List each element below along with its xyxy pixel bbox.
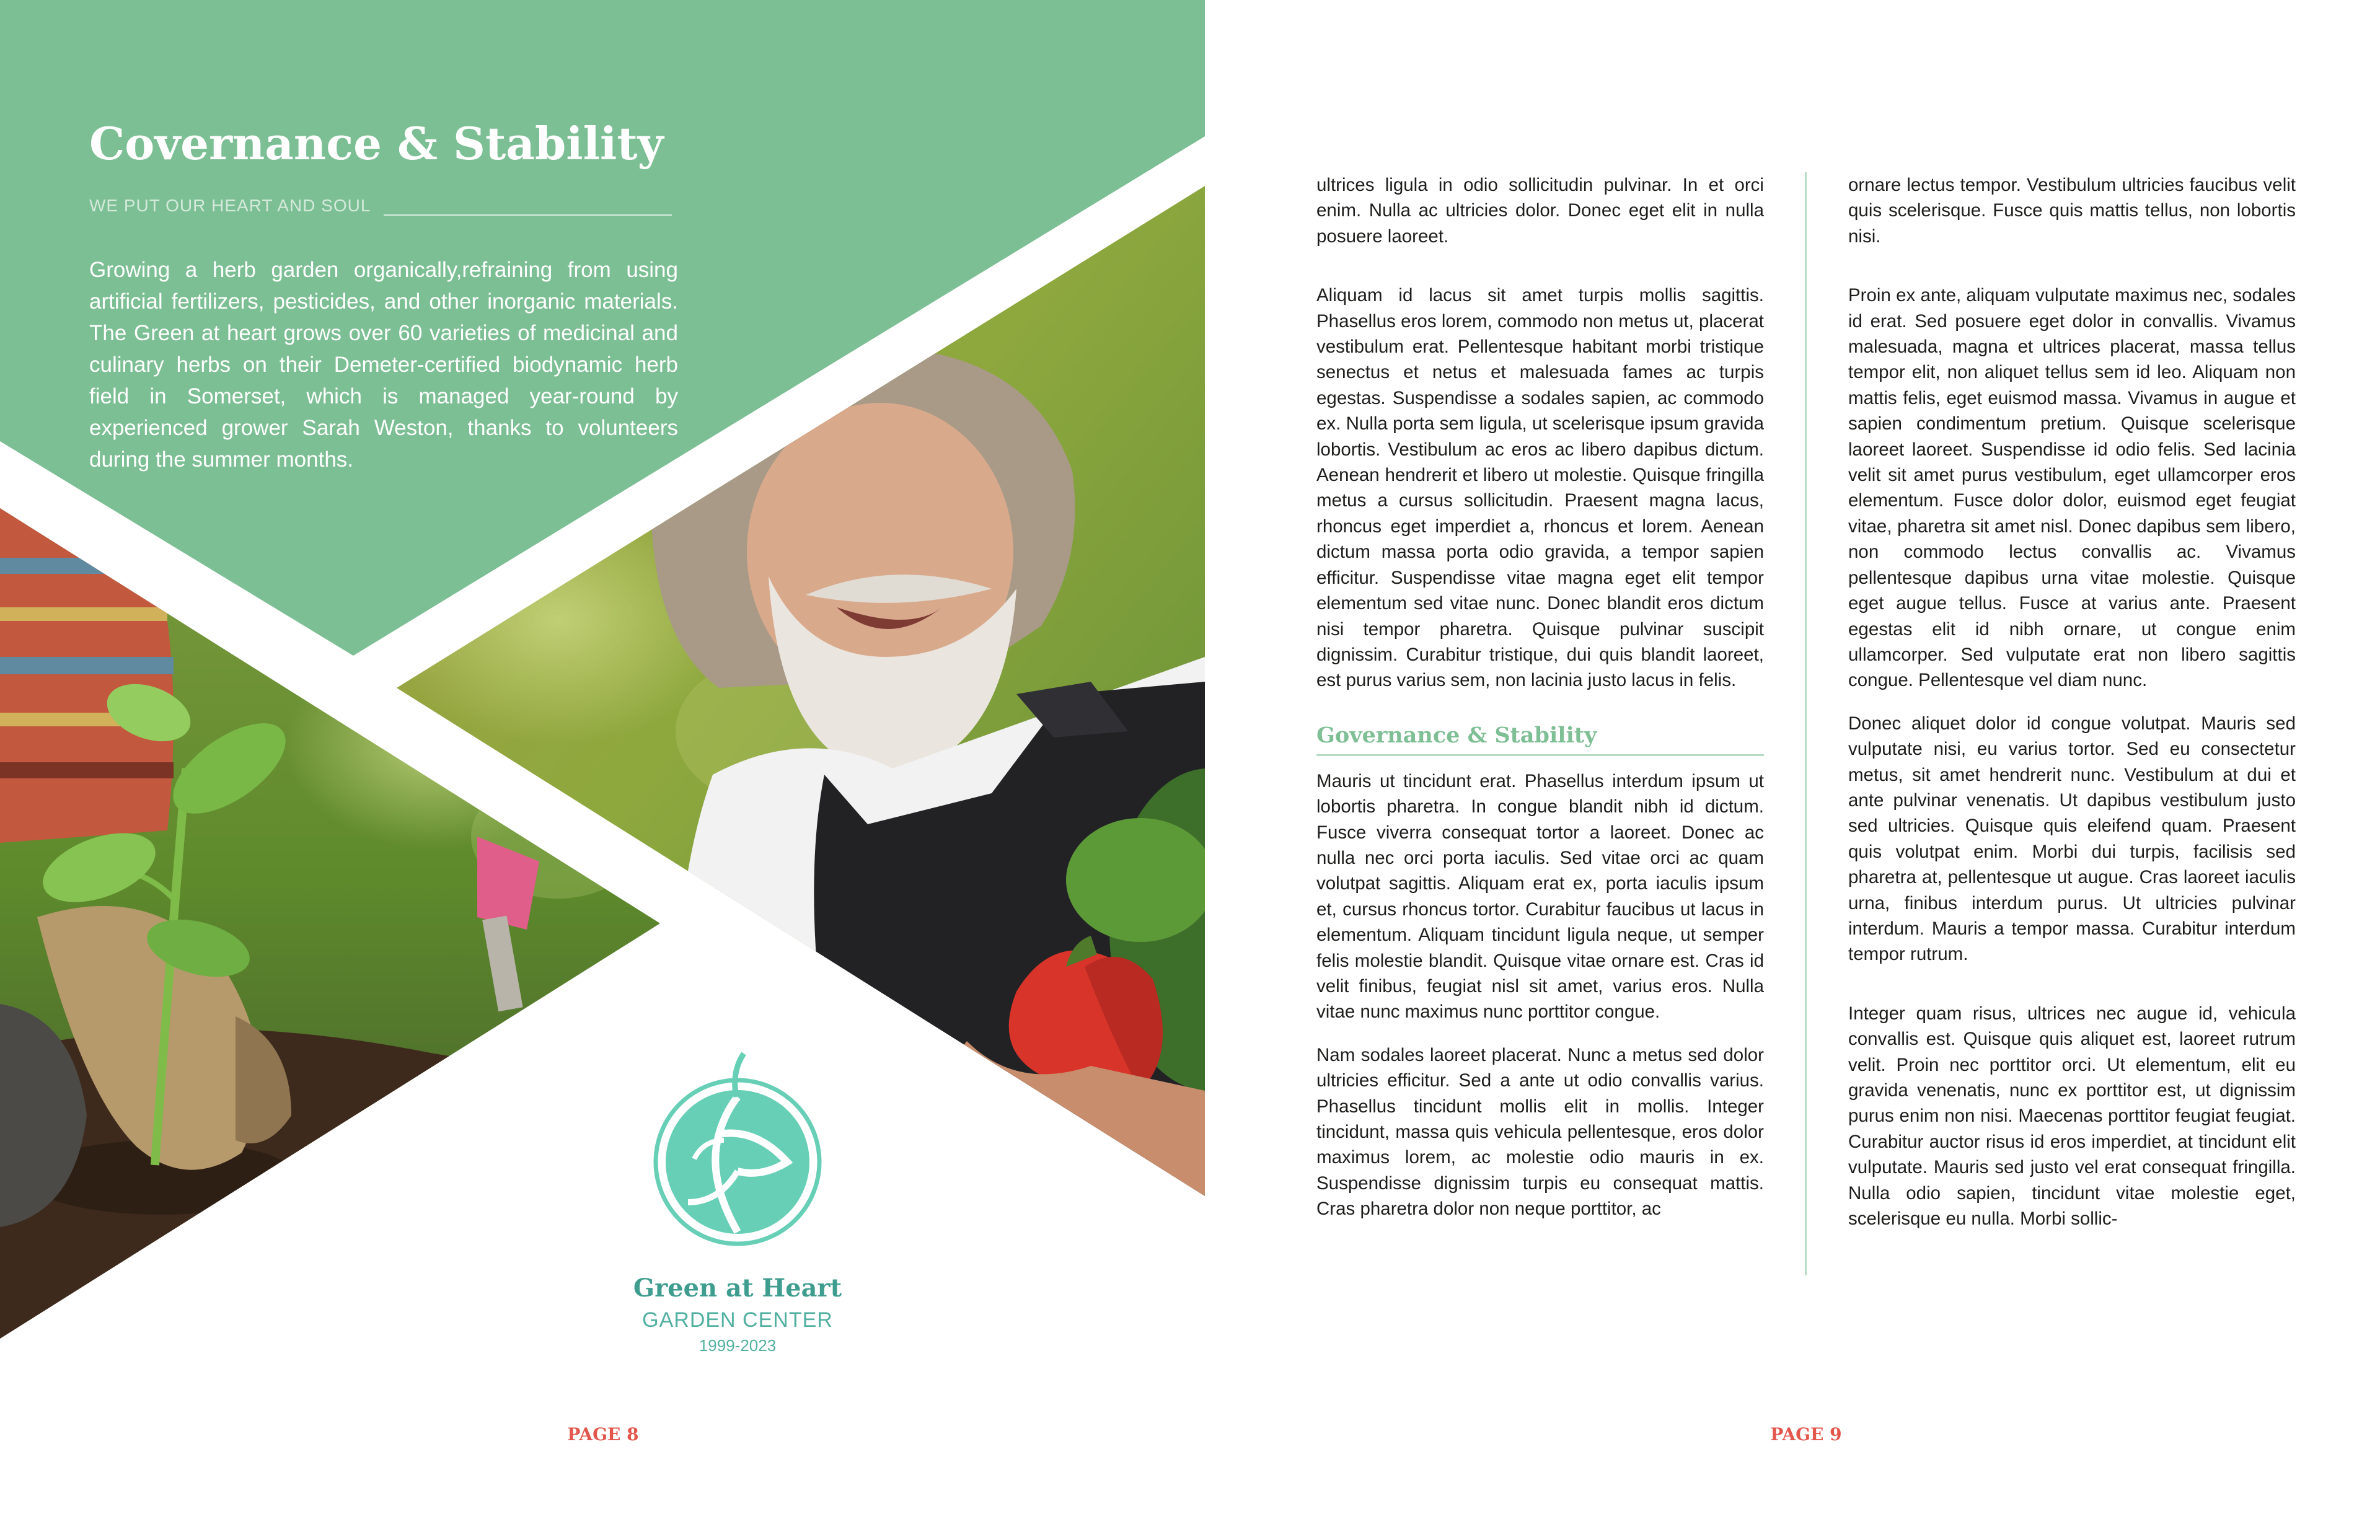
tagline: WE PUT OUR HEART AND SOUL [89, 196, 371, 215]
column2-paragraph-3: Donec aliquet dolor id congue volutpat. Mauris sed vulputate nisi, eu varius tortor. Sed eu consectetur metus, sit amet hendrerit nunc. Vestibulum at dui et ante pulvinar venenatis. Ut dapibus vestibulum justo sed ultricies. Quisque quis eleifend quam. Praesent quis volutpat enim. Morbi dui turpis, facilisis sed pharetra at, pellentesque ut augue. Cras laoreet iaculis urna, finibus interdum purus. Ut ultricies pulvinar interdum. Mauris a tempor massa. Curabitur interdum tempor rutrum. [1848, 713, 2296, 965]
tagline-divider [384, 214, 672, 216]
column2-paragraph-2: Proin ex ante, aliquam vulputate maximus nec, sodales id erat. Sed posuere eget dolor in convallis. Vivamus malesuada, magna et ultrices placerat, massa tellus tempor elit, non aliquet tellus sem id leo. Aliquam non mattis felis, eget euismod massa. Vivamus in augue et sapien condimentum pretium. Quisque scelerisque laoreet laoreet. Suspendisse id odio felis. Sed lacinia velit sit amet purus vestibulum, eget ullamcorper eros elementum. Fusce dolor dolor, euismod eget feugiat vitae, pharetra sit amet nisl. Donec dapibus sem libero, non commodo lectus convallis ac. Vivamus pellentesque dapibus urna vitae molestie. Quisque eget augue tellus. Fusce at varius ante. Praesent egestas elit id nibh ornare, ut congue enim ullamcorper. Sed vulputate erat non libero sagittis congue. Pellentesque vel diam nunc. [1848, 285, 2296, 691]
logo-years: 1999-2023 [699, 1336, 777, 1355]
column1-paragraph-3: Mauris ut tincidunt erat. Phasellus interdum ipsum ut lobortis pharetra. In congue blandit nibh id dictum. Fusce viverra consequat tortor a laoreet. Donec ac nulla nec orci porta iaculis. Sed vitae orci ac quam volutpat sagittis. Aliquam erat ex, porta iaculis ipsum et, cursus rhoncus tortor. Curabitur faucibus ut lacus in elementum. Aliquam tincidunt ligula neque, ut semper felis molestie blandit. Quisque vitae ornare est. Cras id velit finibus, feugiat nisl sit amet, varius eros. Nulla vitae nunc maximus nunc porttitor congue. [1316, 770, 1764, 1023]
column1-paragraph-1: ultrices ligula in odio sollicitudin pulvinar. In et orci enim. Nulla ac ultricies dolor. Donec eget elit in nulla posuere laoreet. [1316, 175, 1764, 247]
section-heading: Governance & Stability [1316, 722, 1764, 756]
tagline-row [89, 193, 672, 218]
page-title: Covernance & Stability [89, 117, 664, 170]
column-divider [1805, 172, 1807, 1275]
intro-paragraph: Growing a herb garden organically,refraining from using artificial fertilizers, pesticides, and other inorganic materials. The Green at heart grows over 60 varieties of medicinal and culinary herbs on their Demeter-certified biodynamic herb field in Somerset, which is managed year-round by experienced grower Sarah Weston, thanks to volunteers during the summer months. [89, 258, 678, 472]
page-number-right: PAGE 9 [1770, 1424, 1842, 1445]
brand-logo [614, 1047, 862, 1357]
column2-paragraph-4: Integer quam risus, ultrices nec augue id, vehicula convallis est. Quisque quis aliquet est, laoreet rutrum velit. Proin nec porttitor orci. Ut elementum, elit eu gravida venenatis, nunc ex porttitor est, ut dignissim purus enim non nisi. Maecenas porttitor feugiat feugiat. Curabitur auctor risus id eros imperdiet, at tincidunt elit vulputate. Mauris sed justo vel erat consequat fringilla. Nulla odio sapien, tincidunt vitae molestie eget, scelerisque eu nulla. Morbi sollic- [1848, 1003, 2296, 1230]
column1-paragraph-4: Nam sodales laoreet placerat. Nunc a metus sed dolor ultricies efficitur. Sed a ante ut odio convallis varius. Phasellus tincidunt mollis elit in mollis. Integer tincidunt, massa quis vehicula pellentesque, eros dolor maximus lorem, ac molestie odio mauris in ex. Suspendisse dignissim turpis eu consequat mattis. Cras pharetra dolor non neque porttitor, ac [1316, 1044, 1764, 1220]
text-column-1 [1316, 172, 1764, 1222]
logo-name: Green at Heart [633, 1274, 842, 1303]
page-number-left: PAGE 8 [567, 1424, 639, 1445]
logo-subtitle: GARDEN CENTER [642, 1308, 833, 1332]
column2-paragraph-1: ornare lectus tempor. Vestibulum ultricies faucibus velit quis scelerisque. Fusce quis mattis tellus, non lobortis nisi. [1848, 175, 2296, 247]
text-column-2 [1848, 172, 2296, 1231]
leaf-sprout-circle-logo-icon [645, 1047, 831, 1252]
column1-paragraph-2: Aliquam id lacus sit amet turpis mollis sagittis. Phasellus eros lorem, commodo non metus ut, placerat vestibulum erat. Pellentesque habitant morbi tristique senectus et netus et malesuada fames ac turpis egestas. Suspendisse a sodales sapien, ac commodo ex. Nulla porta sem ligula, ut scelerisque ipsum gravida lobortis. Vestibulum ac eros ac libero dapibus dictum. Aenean hendrerit et libero ut molestie. Quisque fringilla metus a cursus sollicitudin. Praesent magna lacus, rhoncus eget imperdiet a, rhoncus et lorem. Aenean dictum massa porta odio gravida, a tempor sapien efficitur. Suspendisse vitae magna eget elit tempor elementum sed vitae nunc. Donec blandit eros dictum nisi tempor pharetra. Quisque pulvinar suscipit dignissim. Curabitur tristique, dui quis blandit laoreet, est purus varius sem, non lacinia justo lacus in felis. [1316, 285, 1764, 691]
